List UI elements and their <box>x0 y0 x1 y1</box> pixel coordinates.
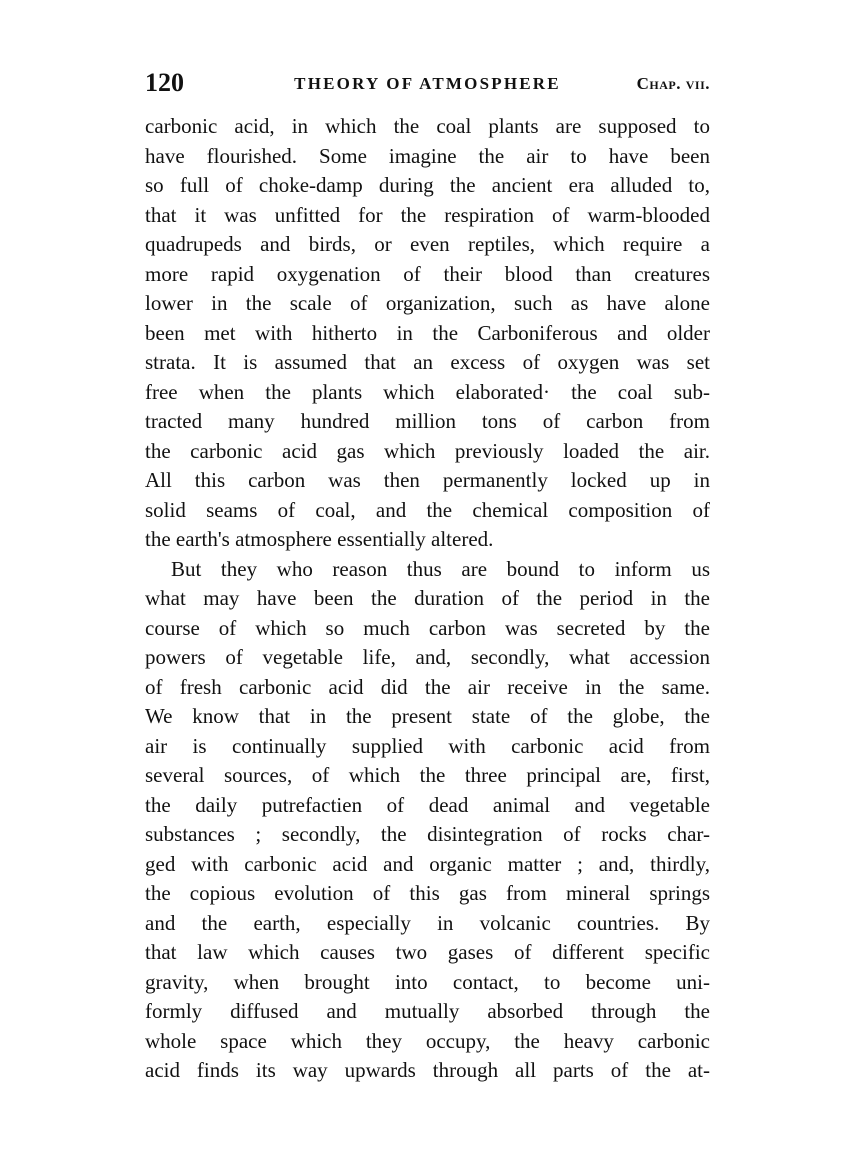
text-line: more rapid oxygenation of their blood than creatures <box>145 261 710 286</box>
text-line: the daily putrefactien of dead animal and vegetable <box>145 792 710 817</box>
text-line: We know that in the present state of the globe, the <box>145 704 710 728</box>
text-line: course of which so much carbon was secreted by the <box>145 615 710 640</box>
text-line: the carbonic acid gas which previously loaded the air. <box>145 438 710 463</box>
text-line: have flourished. Some imagine the air to have been <box>145 143 710 168</box>
paragraph <box>145 112 710 555</box>
text-line: free when the plants which elaborated· the coal sub- <box>145 379 710 404</box>
text-line: several sources, of which the three principal are, first, <box>145 763 710 787</box>
text-line: carbonic acid, in which the coal plants are supposed to <box>145 114 710 138</box>
text-line: that law which causes two gases of different specific <box>145 940 710 964</box>
text-line: gravity, when brought into contact, to become uni- <box>145 969 710 994</box>
text-line: the copious evolution of this gas from mineral springs <box>145 881 710 905</box>
text-line: been met with hitherto in the Carboniferous and older <box>145 320 710 345</box>
text-line: of fresh carbonic acid did the air receive in the same. <box>145 674 710 699</box>
text-line: substances ; secondly, the disintegration of rocks char- <box>145 822 710 846</box>
page-header <box>145 66 710 100</box>
text-line: But they who reason thus are bound to inform us <box>171 556 710 581</box>
running-title: THEORY OF ATMOSPHERE <box>294 74 561 93</box>
text-line: so full of choke-damp during the ancient era alluded to, <box>145 173 710 197</box>
body-text <box>145 112 710 1086</box>
chapter-reference: Chap. vii. <box>636 74 710 93</box>
paragraph <box>145 555 710 1086</box>
text-line: formly diffused and mutually absorbed through the <box>145 999 710 1023</box>
text-line: All this carbon was then permanently locked up in <box>145 468 710 492</box>
text-line: ged with carbonic acid and organic matter ; and, thirdly, <box>145 851 710 876</box>
text-line: that it was unfitted for the respiration of warm-blooded <box>145 202 710 227</box>
text-line: and the earth, especially in volcanic countries. By <box>145 910 710 935</box>
text-line: what may have been the duration of the period in the <box>145 586 710 610</box>
text-line: quadrupeds and birds, or even reptiles, which require a <box>145 232 710 256</box>
text-line: powers of vegetable life, and, secondly, what accession <box>145 645 710 669</box>
text-line: air is continually supplied with carbonic acid from <box>145 733 710 758</box>
text-line: tracted many hundred million tons of carbon from <box>145 409 710 433</box>
text-line: the earth's atmosphere essentially altered. <box>145 527 494 551</box>
text-line: whole space which they occupy, the heavy carbonic <box>145 1028 710 1053</box>
text-line: acid finds its way upwards through all parts of the at- <box>145 1058 710 1082</box>
text-line: lower in the scale of organization, such as have alone <box>145 291 710 315</box>
page-number: 120 <box>145 68 184 97</box>
text-line: strata. It is assumed that an excess of oxygen was set <box>145 350 710 374</box>
text-line: solid seams of coal, and the chemical composition of <box>145 497 710 522</box>
